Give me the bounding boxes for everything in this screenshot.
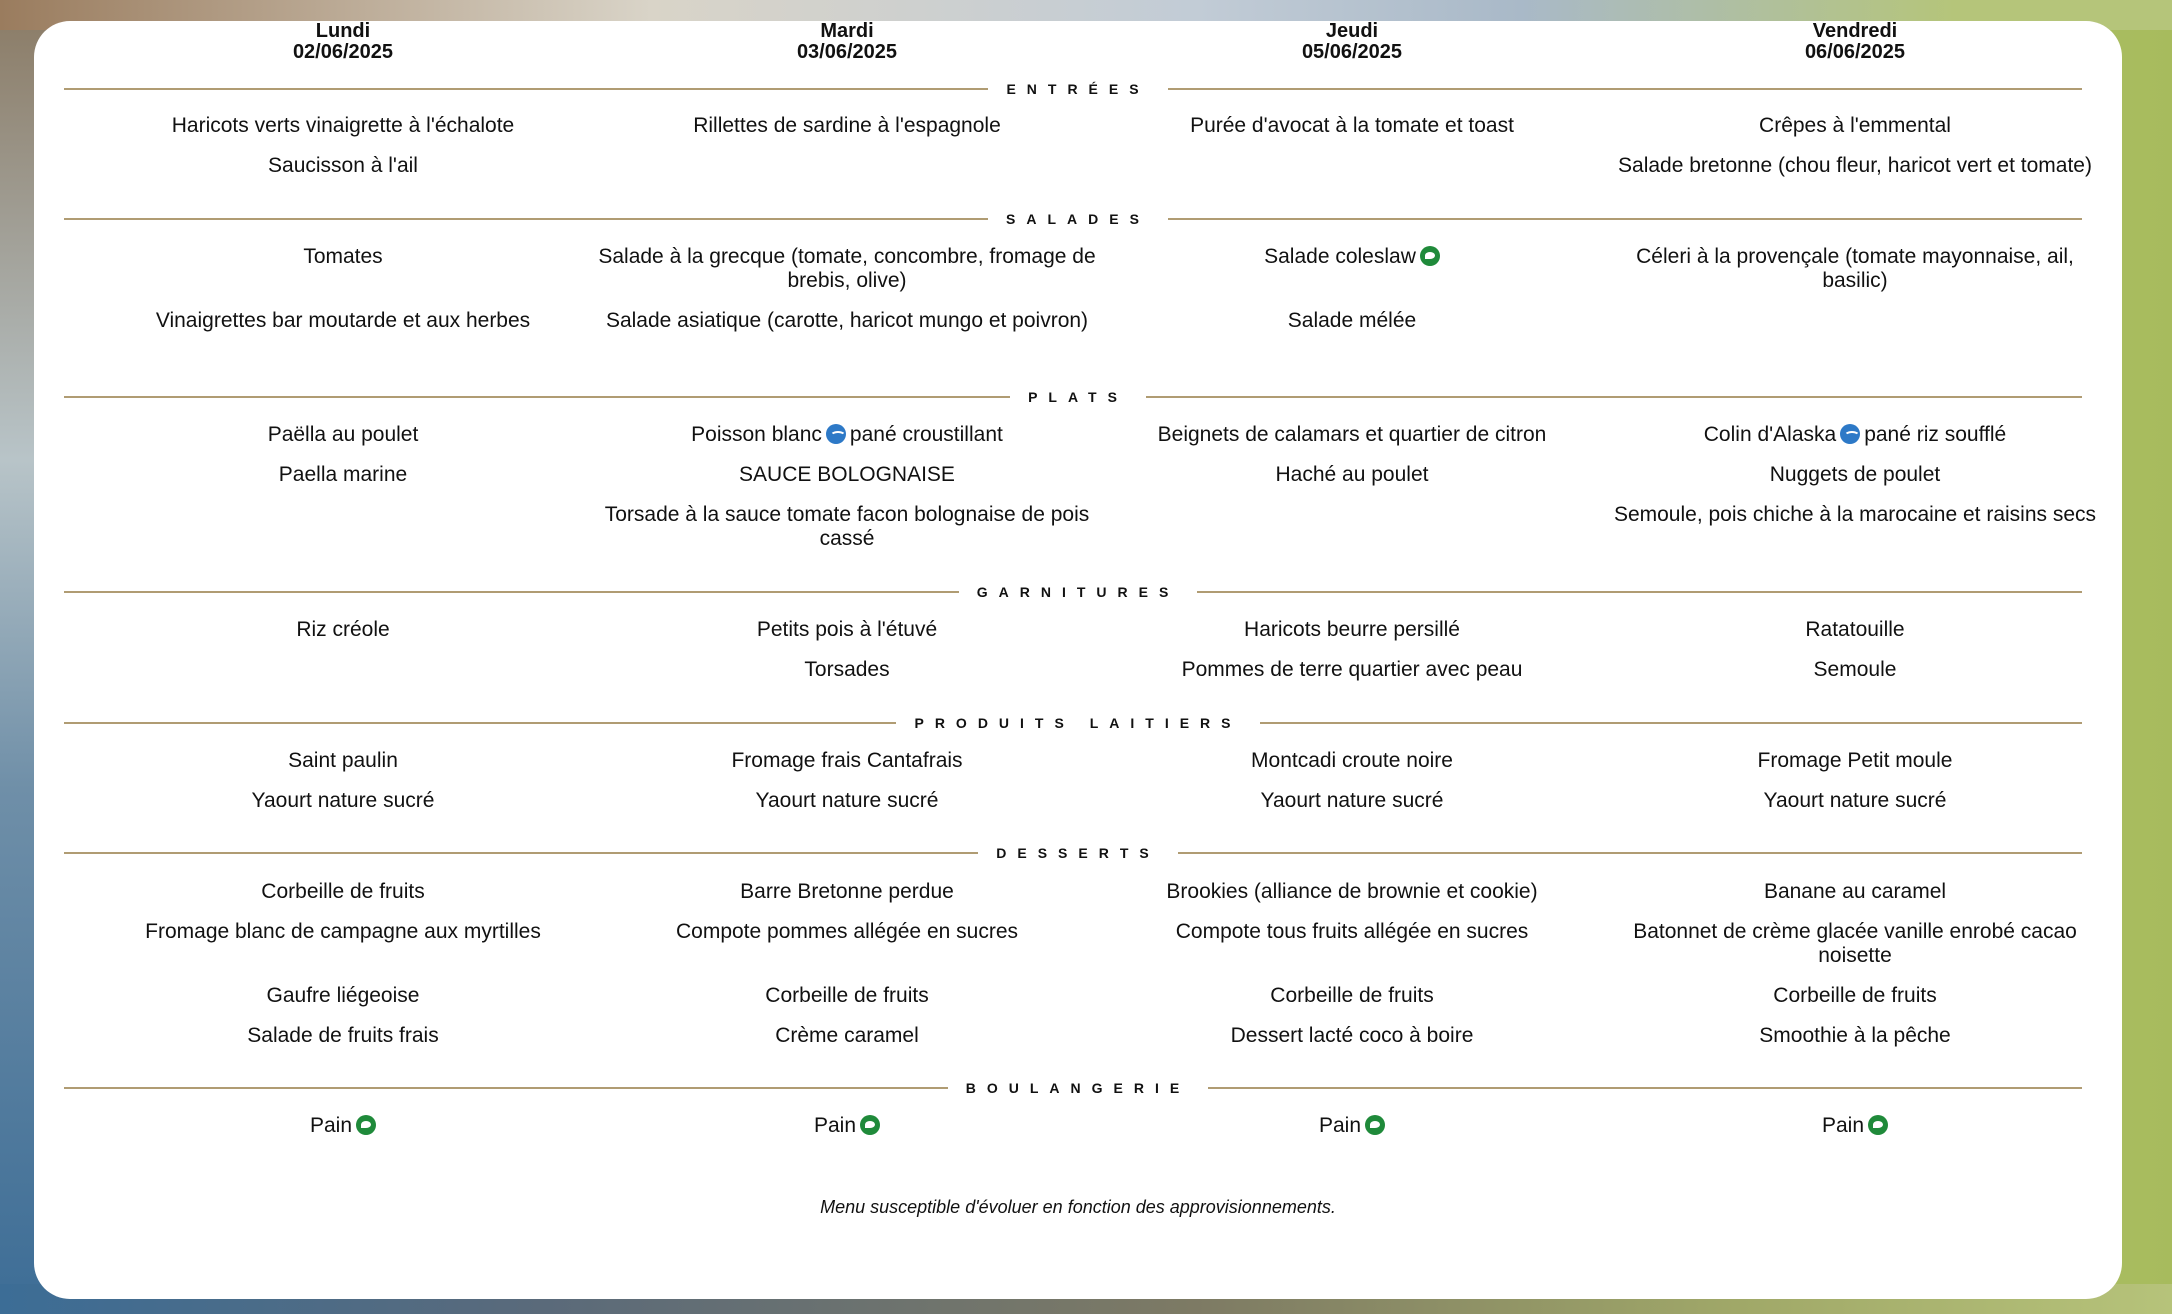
dish-item: Salade bretonne (chou fleur, haricot vert et tomate) [1618, 154, 2092, 177]
dish-item: Salade de fruits frais [247, 1024, 439, 1047]
day-name: Jeudi [1325, 20, 1379, 42]
dish-item: Batonnet de crème glacée vanille enrobé cacao noisette [1633, 920, 2077, 967]
bio-leaf-icon [356, 1115, 376, 1135]
dish-item: Paëlla au poulet [267, 423, 419, 446]
bio-leaf-icon [1420, 246, 1440, 266]
bio-leaf-icon [1868, 1115, 1888, 1135]
dish-item: Semoule [1813, 658, 1897, 681]
dish-item: Corbeille de fruits [765, 984, 929, 1007]
dish-item: Pommes de terre quartier avec peau [1181, 658, 1523, 681]
dish-item: Paella marine [278, 463, 408, 486]
dish-item: Torsade à la sauce tomate facon bolognaise de pois cassé [604, 503, 1090, 550]
day-date: 03/06/2025 [796, 41, 898, 63]
section-title-salades: SALADES [34, 211, 2122, 227]
dish-item: Yaourt nature sucré [1260, 789, 1444, 812]
day-header-mardi [597, 21, 1097, 63]
dish-item: Salade coleslaw [1102, 245, 1602, 269]
dish-item: Pain [597, 1114, 1097, 1138]
dish-item: SAUCE BOLOGNAISE [739, 463, 955, 486]
dish-item: Corbeille de fruits [1270, 984, 1434, 1007]
dish-item: Yaourt nature sucré [251, 789, 435, 812]
dish-item: Salade mélée [1287, 309, 1417, 332]
day-header-vendredi [1605, 21, 2105, 63]
dish-item: Haricots verts vinaigrette à l'échalote [171, 114, 515, 137]
dish-item: Céleri à la provençale (tomate mayonnaise, ail, basilic) [1636, 245, 2074, 292]
dish-item: Salade à la grecque (tomate, concombre, fromage de brebis, olive) [598, 245, 1096, 292]
dish-item: Riz créole [296, 618, 390, 641]
menu-card [34, 21, 2122, 1299]
section-title-boulangerie: BOULANGERIE [34, 1080, 2122, 1096]
bio-leaf-icon [860, 1115, 880, 1135]
dish-item: Saucisson à l'ail [268, 154, 418, 177]
msc-fish-icon [826, 424, 846, 444]
dish-item: Dessert lacté coco à boire [1230, 1024, 1474, 1047]
dish-item: Haricots beurre persillé [1244, 618, 1460, 641]
bio-leaf-icon [1365, 1115, 1385, 1135]
section-title-desserts: DESSERTS [34, 845, 2122, 861]
dish-item: Fromage Petit moule [1757, 749, 1953, 772]
dish-item: Haché au poulet [1275, 463, 1429, 486]
dish-item: Smoothie à la pêche [1759, 1024, 1951, 1047]
msc-fish-icon [1840, 424, 1860, 444]
dish-item: Poisson blanc pané croustillant [691, 423, 1003, 446]
dish-item: Yaourt nature sucré [755, 789, 939, 812]
dish-item: Yaourt nature sucré [1763, 789, 1947, 812]
dish-item: Pain [93, 1114, 593, 1138]
dish-item: Fromage blanc de campagne aux myrtilles [145, 920, 541, 943]
day-name: Lundi [315, 20, 371, 42]
dish-item: Purée d'avocat à la tomate et toast [1190, 114, 1514, 137]
dish-item: Banane au caramel [1763, 880, 1947, 903]
dish-item: Compote pommes allégée en sucres [675, 920, 1018, 943]
dish-item: Corbeille de fruits [1773, 984, 1937, 1007]
dish-item: Salade asiatique (carotte, haricot mungo et poivron) [605, 309, 1089, 332]
dish-item: Corbeille de fruits [261, 880, 425, 903]
dish-item: Vinaigrettes bar moutarde et aux herbes [155, 309, 531, 332]
dish-item: Semoule, pois chiche à la marocaine et raisins secs [1613, 503, 2097, 526]
dish-item: Rillettes de sardine à l'espagnole [693, 114, 1001, 137]
section-title-produits-laitiers: PRODUITS LAITIERS [34, 715, 2122, 731]
day-date: 06/06/2025 [1804, 41, 1906, 63]
dish-item: Crème caramel [775, 1024, 919, 1047]
dish-item: Nuggets de poulet [1769, 463, 1941, 486]
day-date: 05/06/2025 [1301, 41, 1403, 63]
dish-item: Beignets de calamars et quartier de citron [1157, 423, 1547, 446]
dish-item: Pain [1102, 1114, 1602, 1138]
section-title-garnitures: GARNITURES [34, 584, 2122, 600]
dish-item: Tomates [303, 245, 383, 268]
dish-item: Compote tous fruits allégée en sucres [1175, 920, 1529, 943]
day-header-lundi [93, 21, 593, 63]
footer-note: Menu susceptible d'évoluer en fonction des approvisionnements. [820, 1197, 1336, 1217]
dish-item: Torsades [804, 658, 890, 681]
day-name: Vendredi [1812, 20, 1898, 42]
section-title-entrees: ENTRÉES [34, 81, 2122, 97]
dish-item: Pain [1605, 1114, 2105, 1138]
dish-item: Fromage frais Cantafrais [731, 749, 963, 772]
day-header-jeudi [1102, 21, 1602, 63]
dish-item: Saint paulin [288, 749, 398, 772]
dish-item: Brookies (alliance de brownie et cookie) [1166, 880, 1538, 903]
dish-item: Petits pois à l'étuvé [756, 618, 938, 641]
dish-item: Gaufre liégeoise [266, 984, 420, 1007]
day-name: Mardi [820, 20, 874, 42]
dish-item: Barre Bretonne perdue [740, 880, 954, 903]
dish-item: Colin d'Alaska pané riz soufflé [1703, 423, 2007, 446]
day-date: 02/06/2025 [292, 41, 394, 63]
dish-item: Montcadi croute noire [1251, 749, 1453, 772]
day-headers [34, 21, 2122, 71]
dish-item: Crêpes à l'emmental [1759, 114, 1951, 137]
section-title-plats: PLATS [34, 389, 2122, 405]
dish-item: Ratatouille [1805, 618, 1905, 641]
